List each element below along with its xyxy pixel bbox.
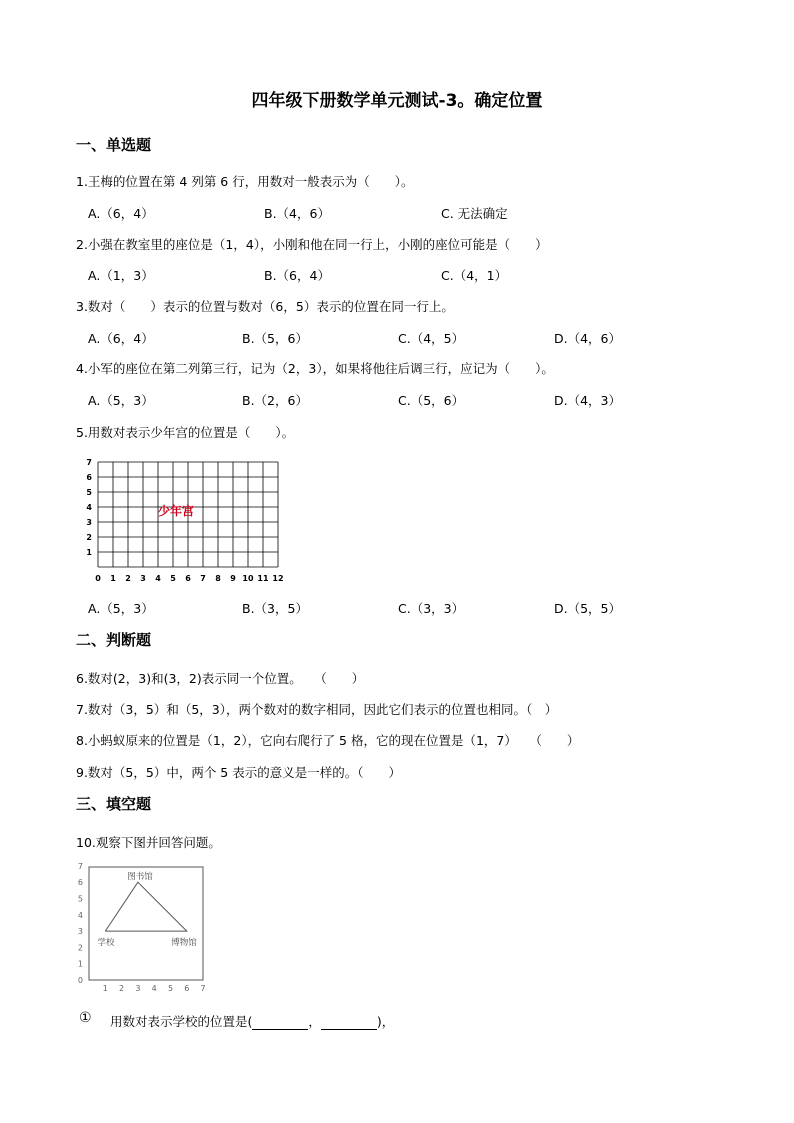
youth-palace-label: 少年宫: [157, 504, 195, 518]
question-10-text: 10.观察下图并回答问题。: [76, 835, 221, 850]
q10-y-tick-label: 4: [77, 910, 83, 920]
q3-option-c[interactable]: C.（4，5）: [398, 331, 465, 346]
section-heading-single-choice: 一、单选题: [76, 136, 152, 154]
q5-x-tick-label: 3: [140, 574, 146, 583]
answer-blank-y[interactable]: [321, 1016, 377, 1030]
question-9-text: 9.数对（5，5）中，两个 5 表示的意义是一样的。（ ）: [76, 765, 401, 780]
q4-option-a[interactable]: A.（5，3）: [88, 393, 154, 408]
q5-x-tick-label: 1: [110, 574, 116, 583]
question-1-text: 1.王梅的位置在第 4 列第 6 行，用数对一般表示为（ ）。: [76, 174, 414, 189]
question-3-text: 3.数对（ ）表示的位置与数对（6，5）表示的位置在同一行上。: [76, 299, 454, 314]
q5-y-tick-label: 3: [86, 518, 92, 527]
q10-x-axis-ticks: [103, 984, 206, 993]
q3-option-a[interactable]: A.（6，4）: [88, 331, 154, 346]
q3-option-b[interactable]: B.（5，6）: [242, 331, 308, 346]
q5-y-tick-label: 6: [86, 473, 92, 482]
q5-y-tick-label: 4: [86, 503, 92, 512]
q1-option-b[interactable]: B.（4，6）: [264, 206, 330, 221]
q2-option-a[interactable]: A.（1，3）: [88, 268, 154, 283]
q4-option-b[interactable]: B.（2，6）: [242, 393, 308, 408]
q10-x-tick-label: 3: [135, 984, 141, 993]
question-2-text: 2.小强在教室里的座位是（1，4），小刚和他在同一行上，小刚的座位可能是（ ）: [76, 237, 548, 252]
q5-option-b[interactable]: B.（3，5）: [242, 601, 308, 616]
question-6-text: 6.数对(2，3)和(3，2)表示同一个位置。 （ ）: [76, 671, 365, 686]
q10-y-tick-label: 1: [77, 959, 83, 969]
question-8-text: 8.小蚂蚁原来的位置是（1，2），它向右爬行了 5 格，它的现在位置是（1，7） （ ）: [76, 733, 580, 748]
q10-y-tick-label: 6: [77, 878, 83, 888]
q10-x-tick-label: 1: [102, 984, 108, 993]
q5-x-axis-ticks: [95, 574, 283, 583]
q5-x-tick-label: 7: [200, 574, 206, 583]
question-5-text: 5.用数对表示少年宫的位置是（ ）。: [76, 425, 295, 440]
q3-option-d[interactable]: D.（4，6）: [554, 331, 622, 346]
q5-grid-figure: [80, 452, 295, 587]
q10-x-tick-label: 2: [119, 984, 125, 993]
q5-x-tick-label: 4: [155, 574, 161, 583]
q5-x-tick-label: 10: [242, 574, 254, 583]
page-title: 四年级下册数学单元测试-3。确定位置: [251, 91, 543, 111]
q10-x-tick-label: 7: [200, 984, 206, 993]
museum-label: 博物馆: [171, 938, 197, 948]
q5-x-tick-label: 2: [125, 574, 131, 583]
section-heading-true-false: 二、判断题: [76, 631, 152, 649]
q4-option-c[interactable]: C.（5，6）: [398, 393, 465, 408]
q5-y-tick-label: 5: [86, 488, 92, 497]
q5-option-a[interactable]: A.（5，3）: [88, 601, 154, 616]
q10-x-tick-label: 6: [184, 984, 190, 993]
q10-map-frame: [89, 867, 203, 980]
school-label: 学校: [97, 938, 115, 948]
q5-x-tick-label: 9: [230, 574, 236, 583]
q5-x-tick-label: 6: [185, 574, 191, 583]
q10-y-tick-label: 3: [77, 927, 83, 937]
q10-y-axis-ticks: [78, 862, 83, 985]
q5-x-tick-label: 12: [272, 574, 284, 583]
q5-y-tick-label: 7: [86, 458, 92, 467]
question-4-text: 4.小军的座位在第二列第三行，记为（2，3），如果将他往后调三行，应记为（ ）。: [76, 361, 554, 376]
question-7-text: 7.数对（3，5）和（5，3），两个数对的数字相同，因此它们表示的位置也相同。（ ）: [76, 702, 558, 717]
q5-y-tick-label: 2: [86, 533, 92, 542]
q1-option-a[interactable]: A.（6，4）: [88, 206, 154, 221]
sub-question-1-number: ①: [79, 1010, 92, 1026]
q2-option-c[interactable]: C.（4，1）: [441, 268, 508, 283]
q5-option-d[interactable]: D.（5，5）: [554, 601, 622, 616]
section-heading-fill-blank: 三、填空题: [76, 795, 152, 813]
answer-blank-x[interactable]: [252, 1016, 308, 1030]
q5-y-tick-label: 1: [86, 548, 92, 557]
sub-question-1-line: [110, 1012, 394, 1030]
q5-option-c[interactable]: C.（3，3）: [398, 601, 465, 616]
q2-option-b[interactable]: B.（6，4）: [264, 268, 330, 283]
q10-map-figure: [70, 860, 210, 996]
q10-x-tick-label: 5: [167, 984, 174, 993]
library-label: 图书馆: [127, 872, 153, 882]
q5-x-tick-label: 11: [257, 574, 269, 583]
q5-y-axis-ticks: [86, 458, 92, 557]
q10-y-tick-label: 7: [77, 861, 83, 871]
q10-x-tick-label: 4: [151, 984, 157, 993]
q10-route-triangle: [105, 882, 187, 931]
q10-y-tick-label: 5: [77, 894, 83, 904]
q5-x-tick-label: 5: [170, 574, 176, 583]
sub-question-1-suffix: )，: [376, 1014, 395, 1029]
q4-option-d[interactable]: D.（4，3）: [554, 393, 622, 408]
sub-question-1-prefix: 用数对表示学校的位置是(: [110, 1014, 253, 1029]
q1-option-c[interactable]: C. 无法确定: [441, 206, 508, 221]
q10-y-tick-label: 2: [77, 943, 83, 953]
sub-question-1-comma: ，: [308, 1014, 321, 1029]
q5-x-tick-label: 8: [215, 574, 221, 583]
q10-y-tick-label: 0: [77, 976, 83, 985]
q5-x-tick-label: 0: [95, 574, 101, 583]
